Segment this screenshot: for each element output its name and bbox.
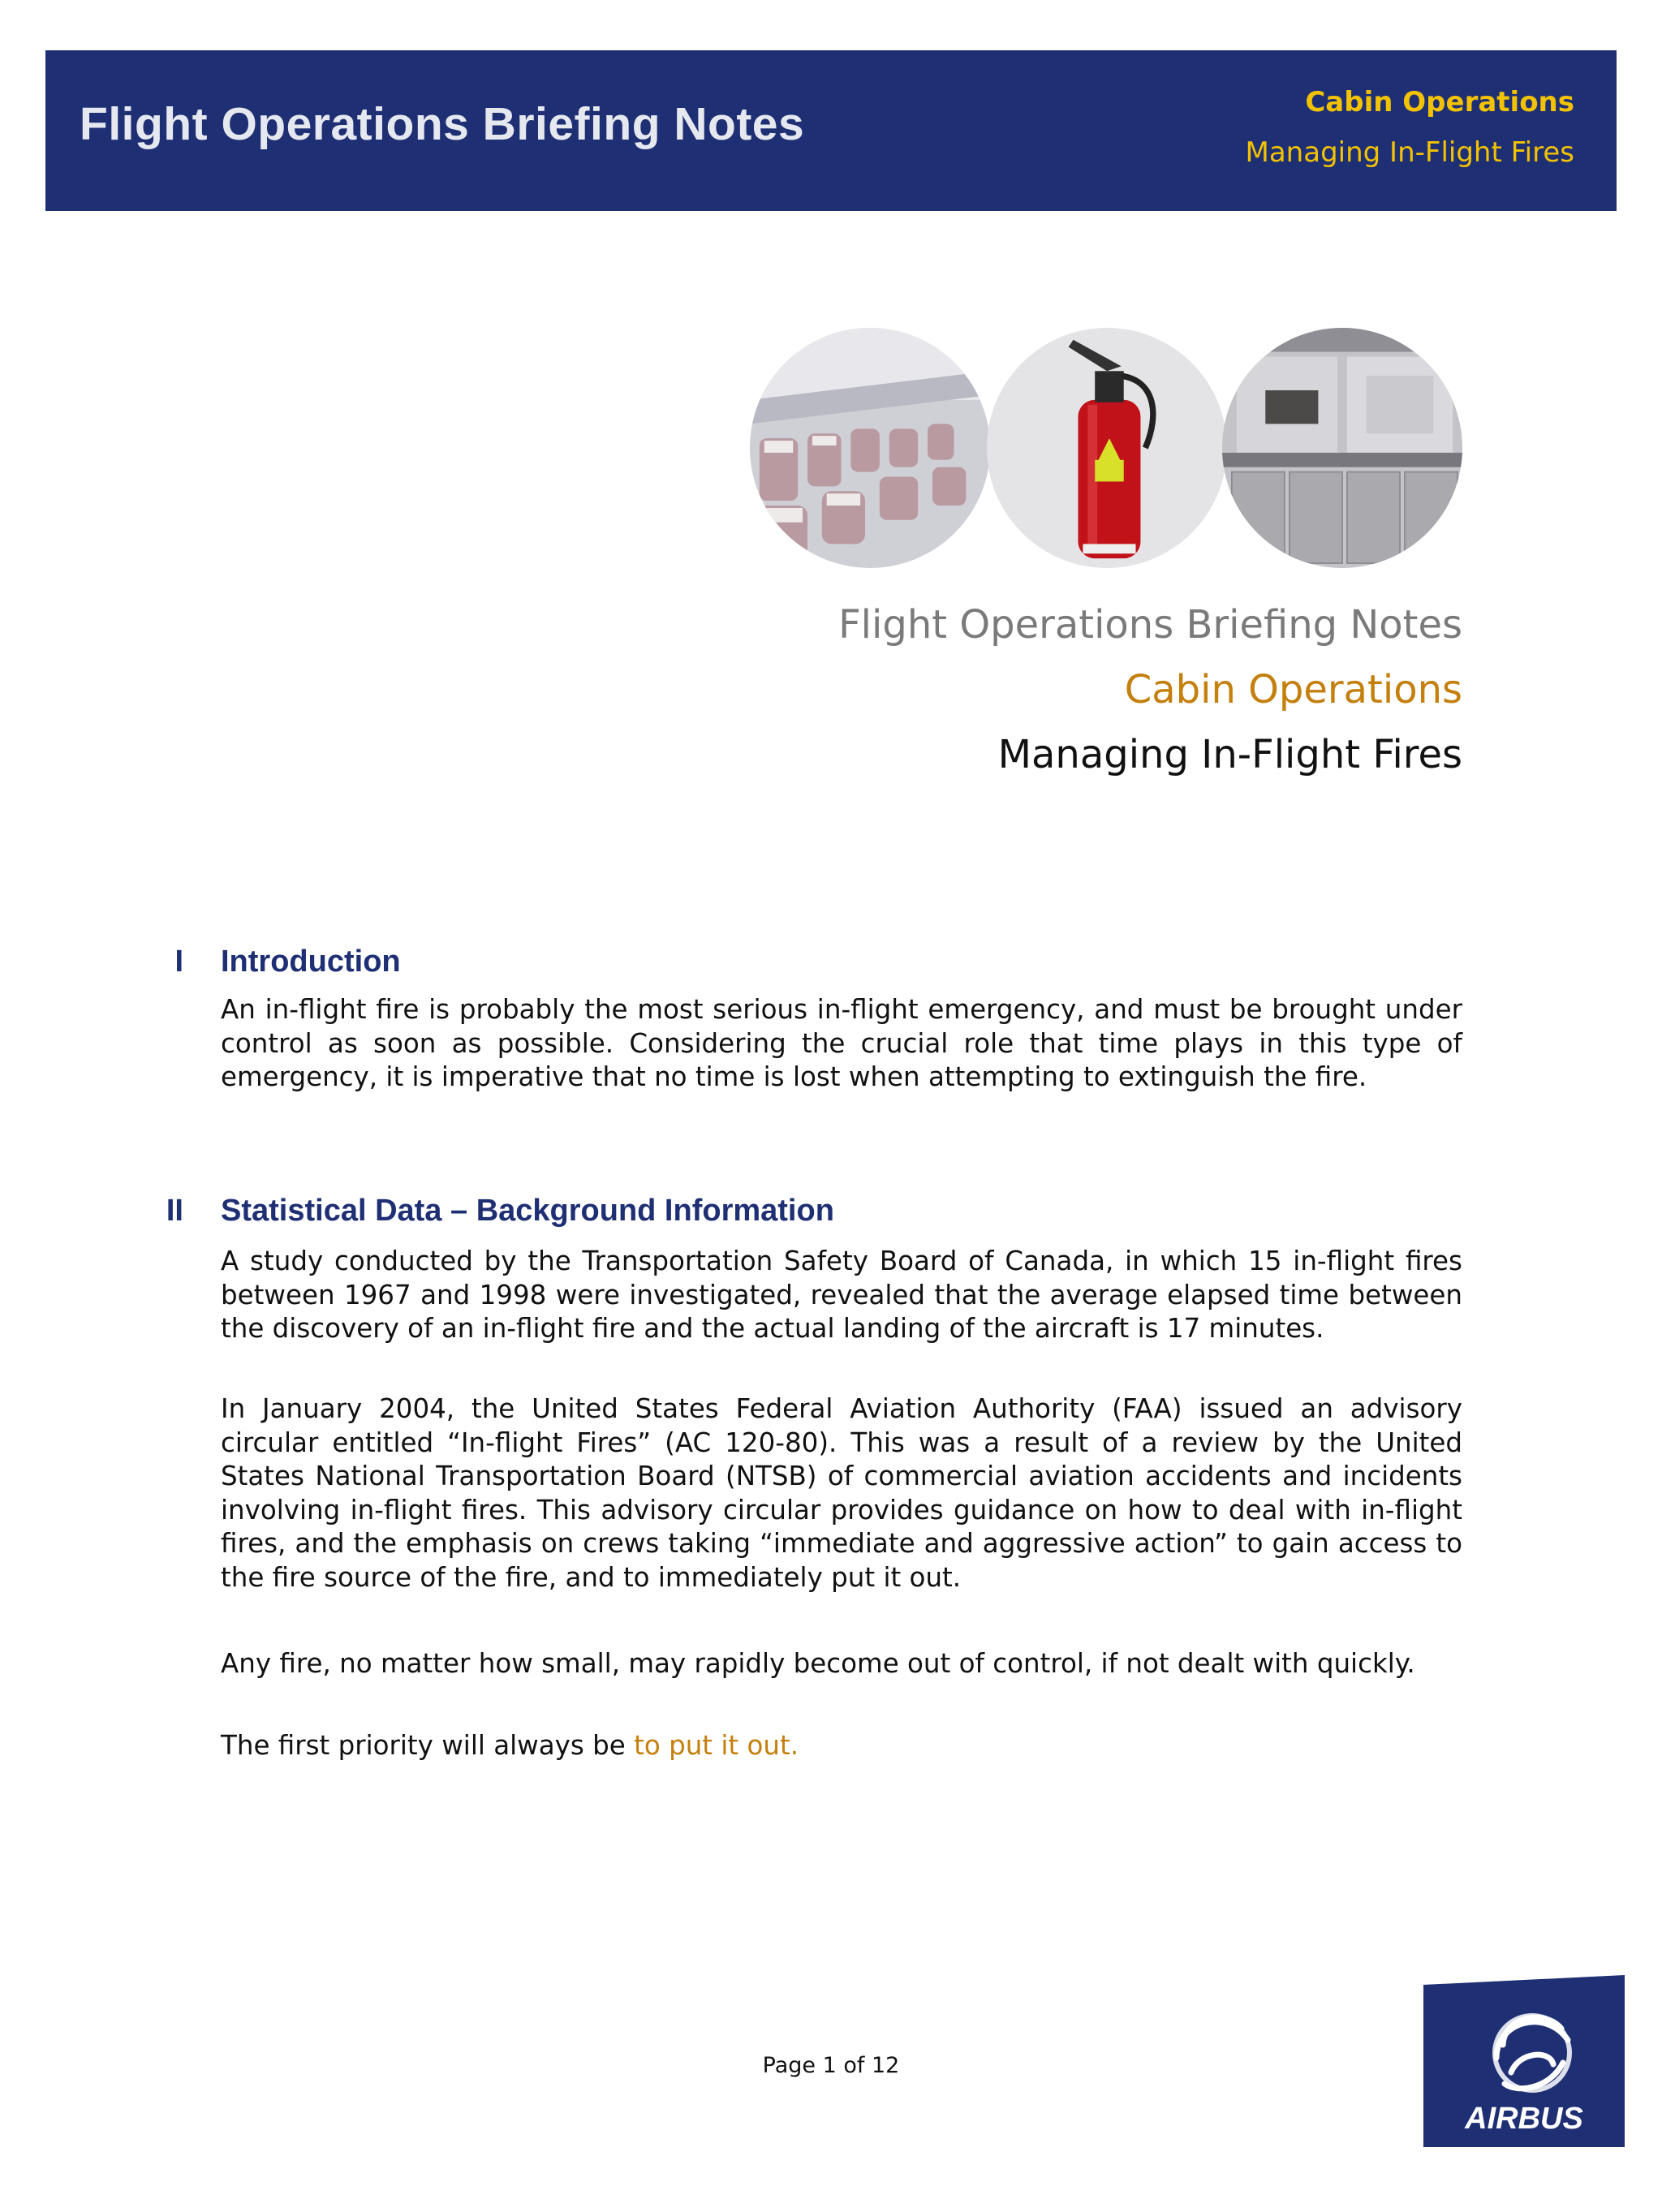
priority-paragraph: [221, 1729, 1462, 1763]
cabin-seats-photo: [750, 328, 990, 568]
airbus-logo: [1423, 1975, 1625, 2147]
header-title: Flight Operations Briefing Notes: [80, 98, 805, 150]
cover-photos: [750, 328, 1566, 573]
section-number: II: [166, 1194, 183, 1228]
priority-text: The first priority will always be: [221, 1730, 635, 1761]
fire-control-paragraph: Any fire, no matter how small, may rapidly become out of control, if not dealt with quickly.: [221, 1648, 1415, 1679]
section-heading: [0, 945, 1461, 985]
faa-paragraph: In January 2004, the United States Federal Aviation Authority (FAA) issued an advisory circular entitled “In-flight Fires” (AC 120-80). This was a result of a review by the United States National Transportation Board (NTSB) of commercial aviation accidents and incidents involving in-flight fires. This advisory circular provides guidance on how to deal with in-flight fires, and the emphasis on crews taking “immediate and aggressive action” to gain access to the fire source of the fire, and to immediately put it out.: [221, 1393, 1462, 1593]
section-heading: [0, 1194, 1461, 1234]
svg-text:AIRBUS: AIRBUS: [1465, 2102, 1583, 2136]
header-section: Cabin Operations: [1305, 86, 1574, 118]
cover-topic-title: Managing In-Flight Fires: [997, 732, 1462, 777]
statistics-paragraph: A study conducted by the Transportation Safety Board of Canada, in which 15 in-flight fires between 1967 and 1998 were investigated, revealed that the average elapsed time between the discovery of an in-flight fire and the actual landing of the aircraft is 17 minutes.: [221, 1246, 1462, 1344]
intro-paragraph: An in-flight fire is probably the most serious in-flight emergency, and must be brought under control as soon as possible. Considering the crucial role that time plays in this type of emergency, it is imperative that no time is lost when attempting to extinguish the fire.: [221, 994, 1462, 1092]
section-title: Introduction: [221, 945, 401, 979]
priority-highlight: to put it out.: [634, 1730, 799, 1761]
header-topic: Managing In-Flight Fires: [1245, 136, 1574, 169]
section-title: Statistical Data – Background Information: [221, 1194, 834, 1228]
galley-photo: [1222, 328, 1462, 568]
page-number: Page 1 of 12: [762, 2053, 900, 2078]
cover-document-title: Flight Operations Briefing Notes: [838, 602, 1462, 648]
fire-extinguisher-photo: [987, 328, 1227, 568]
section-number: I: [174, 945, 183, 979]
cover-section-title: Cabin Operations: [1124, 667, 1462, 712]
header-band: [45, 50, 1617, 211]
